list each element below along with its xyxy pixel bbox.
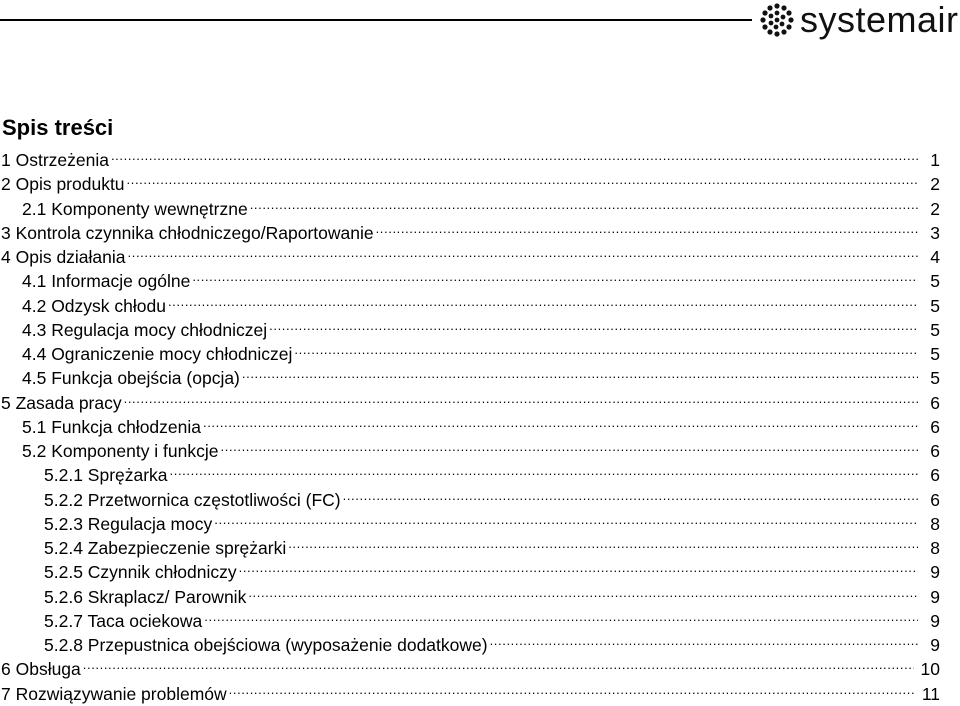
- toc-entry-page: 6: [930, 416, 940, 437]
- toc-entry-page: 1: [930, 150, 940, 170]
- toc-entry-page: 6: [930, 441, 940, 461]
- toc-entry[interactable]: [0, 142, 940, 170]
- toc-leader-dots: [248, 579, 918, 603]
- toc-entry-label: 5.2.7 Taca ociekowa: [44, 610, 203, 631]
- toc-entry-page: 2: [930, 198, 940, 219]
- toc-entry-page: 5: [930, 319, 940, 340]
- toc-entry-page: 9: [930, 586, 940, 607]
- toc-entry-label: 5 Zasada pracy: [1, 392, 122, 413]
- toc-leader-dots: [269, 312, 918, 336]
- toc-entry-label: 4.3 Regulacja mocy chłodniczej: [22, 319, 268, 340]
- toc-leader-dots: [204, 603, 918, 627]
- toc-entry-page: 3: [930, 222, 940, 243]
- toc-entry[interactable]: [0, 239, 940, 267]
- toc-entry-page: 9: [930, 635, 940, 655]
- toc-title: Spis treści: [2, 115, 114, 140]
- toc-entry-label: 4.2 Odzysk chłodu: [22, 295, 166, 316]
- toc-entry-page: 6: [930, 489, 940, 510]
- toc-entry-label: 3 Kontrola czynnika chłodniczego/Raportowanie: [1, 222, 374, 243]
- toc-leader-dots: [170, 457, 918, 481]
- toc-leader-dots: [239, 554, 918, 578]
- systemair-logo: [760, 0, 959, 40]
- toc-leader-dots: [343, 482, 918, 506]
- toc-leader-dots: [214, 506, 918, 530]
- toc-leader-dots: [83, 651, 914, 675]
- toc-entry-page: 8: [930, 513, 940, 534]
- toc-entry-label: 5.2.8 Przepustnica obejściowa (wyposażenie dodatkowe): [44, 635, 488, 655]
- toc-leader-dots: [192, 263, 918, 287]
- toc-entry-page: 11: [921, 683, 940, 704]
- toc-entry[interactable]: [0, 409, 940, 437]
- toc-entry-page: 5: [930, 295, 940, 316]
- toc-entry-label: 4.5 Funkcja obejścia (opcja): [22, 368, 240, 389]
- header-rule: [0, 19, 752, 21]
- toc-entry[interactable]: [0, 385, 940, 413]
- toc-leader-dots: [203, 409, 918, 433]
- toc-entry-label: 4.1 Informacje ogólne: [22, 271, 191, 292]
- toc-leader-dots: [250, 191, 918, 215]
- systemair-logo-icon: [760, 3, 794, 37]
- toc-entry-label: 5.2 Komponenty i funkcje: [22, 441, 219, 461]
- table-of-contents: [0, 142, 940, 704]
- toc-entry-page: 2: [930, 174, 940, 195]
- toc-entry-label: 5.2.2 Przetwornica częstotliwości (FC): [44, 489, 341, 510]
- toc-entry-label: 5.2.4 Zabezpieczenie sprężarki: [44, 538, 287, 558]
- toc-entry-label: 5.1 Funkcja chłodzenia: [22, 416, 201, 437]
- toc-entry-page: 9: [930, 610, 940, 631]
- toc-entry-label: 4 Opis działania: [1, 247, 126, 267]
- toc-leader-dots: [242, 360, 918, 384]
- toc-leader-dots: [111, 142, 918, 166]
- toc-entry-page: 5: [930, 344, 940, 364]
- toc-leader-dots: [288, 530, 918, 554]
- toc-entry-label: 2.1 Komponenty wewnętrzne: [22, 198, 248, 219]
- toc-leader-dots: [127, 166, 918, 190]
- toc-entry[interactable]: [0, 191, 940, 219]
- toc-entry-label: 6 Obsługa: [1, 659, 81, 680]
- toc-entry-label: 5.2.3 Regulacja mocy: [44, 513, 213, 534]
- toc-entry-page: 5: [930, 368, 940, 389]
- toc-leader-dots: [229, 676, 914, 700]
- toc-entry-page: 5: [930, 271, 940, 292]
- toc-entry[interactable]: [0, 166, 940, 195]
- toc-entry[interactable]: [0, 263, 940, 292]
- toc-entry-page: 6: [930, 392, 940, 413]
- toc-entry-label: 2 Opis produktu: [1, 174, 125, 195]
- toc-leader-dots: [221, 433, 918, 457]
- toc-entry-label: 1 Ostrzeżenia: [1, 150, 109, 170]
- toc-entry-page: 9: [930, 562, 940, 583]
- toc-leader-dots: [376, 215, 918, 239]
- toc-entry-page: 4: [930, 247, 940, 267]
- toc-entry[interactable]: [0, 676, 940, 704]
- toc-leader-dots: [124, 385, 918, 409]
- toc-entry[interactable]: [0, 651, 940, 680]
- toc-entry-page: 10: [920, 659, 940, 680]
- toc-leader-dots: [168, 288, 918, 312]
- brand-name: systemair: [800, 0, 959, 40]
- toc-entry-label: 4.4 Ograniczenie mocy chłodniczej: [22, 344, 293, 364]
- toc-entry-label: 5.2.6 Skraplacz/ Parownik: [44, 586, 247, 607]
- toc-entry-label: 5.2.5 Czynnik chłodniczy: [44, 562, 237, 583]
- toc-entry-label: 5.2.1 Sprężarka: [44, 465, 168, 486]
- toc-entry-page: 8: [930, 538, 940, 558]
- toc-entry-label: 7 Rozwiązywanie problemów: [1, 683, 227, 704]
- toc-leader-dots: [294, 336, 918, 360]
- toc-leader-dots: [128, 239, 918, 263]
- toc-leader-dots: [490, 627, 918, 651]
- toc-entry-page: 6: [930, 465, 940, 486]
